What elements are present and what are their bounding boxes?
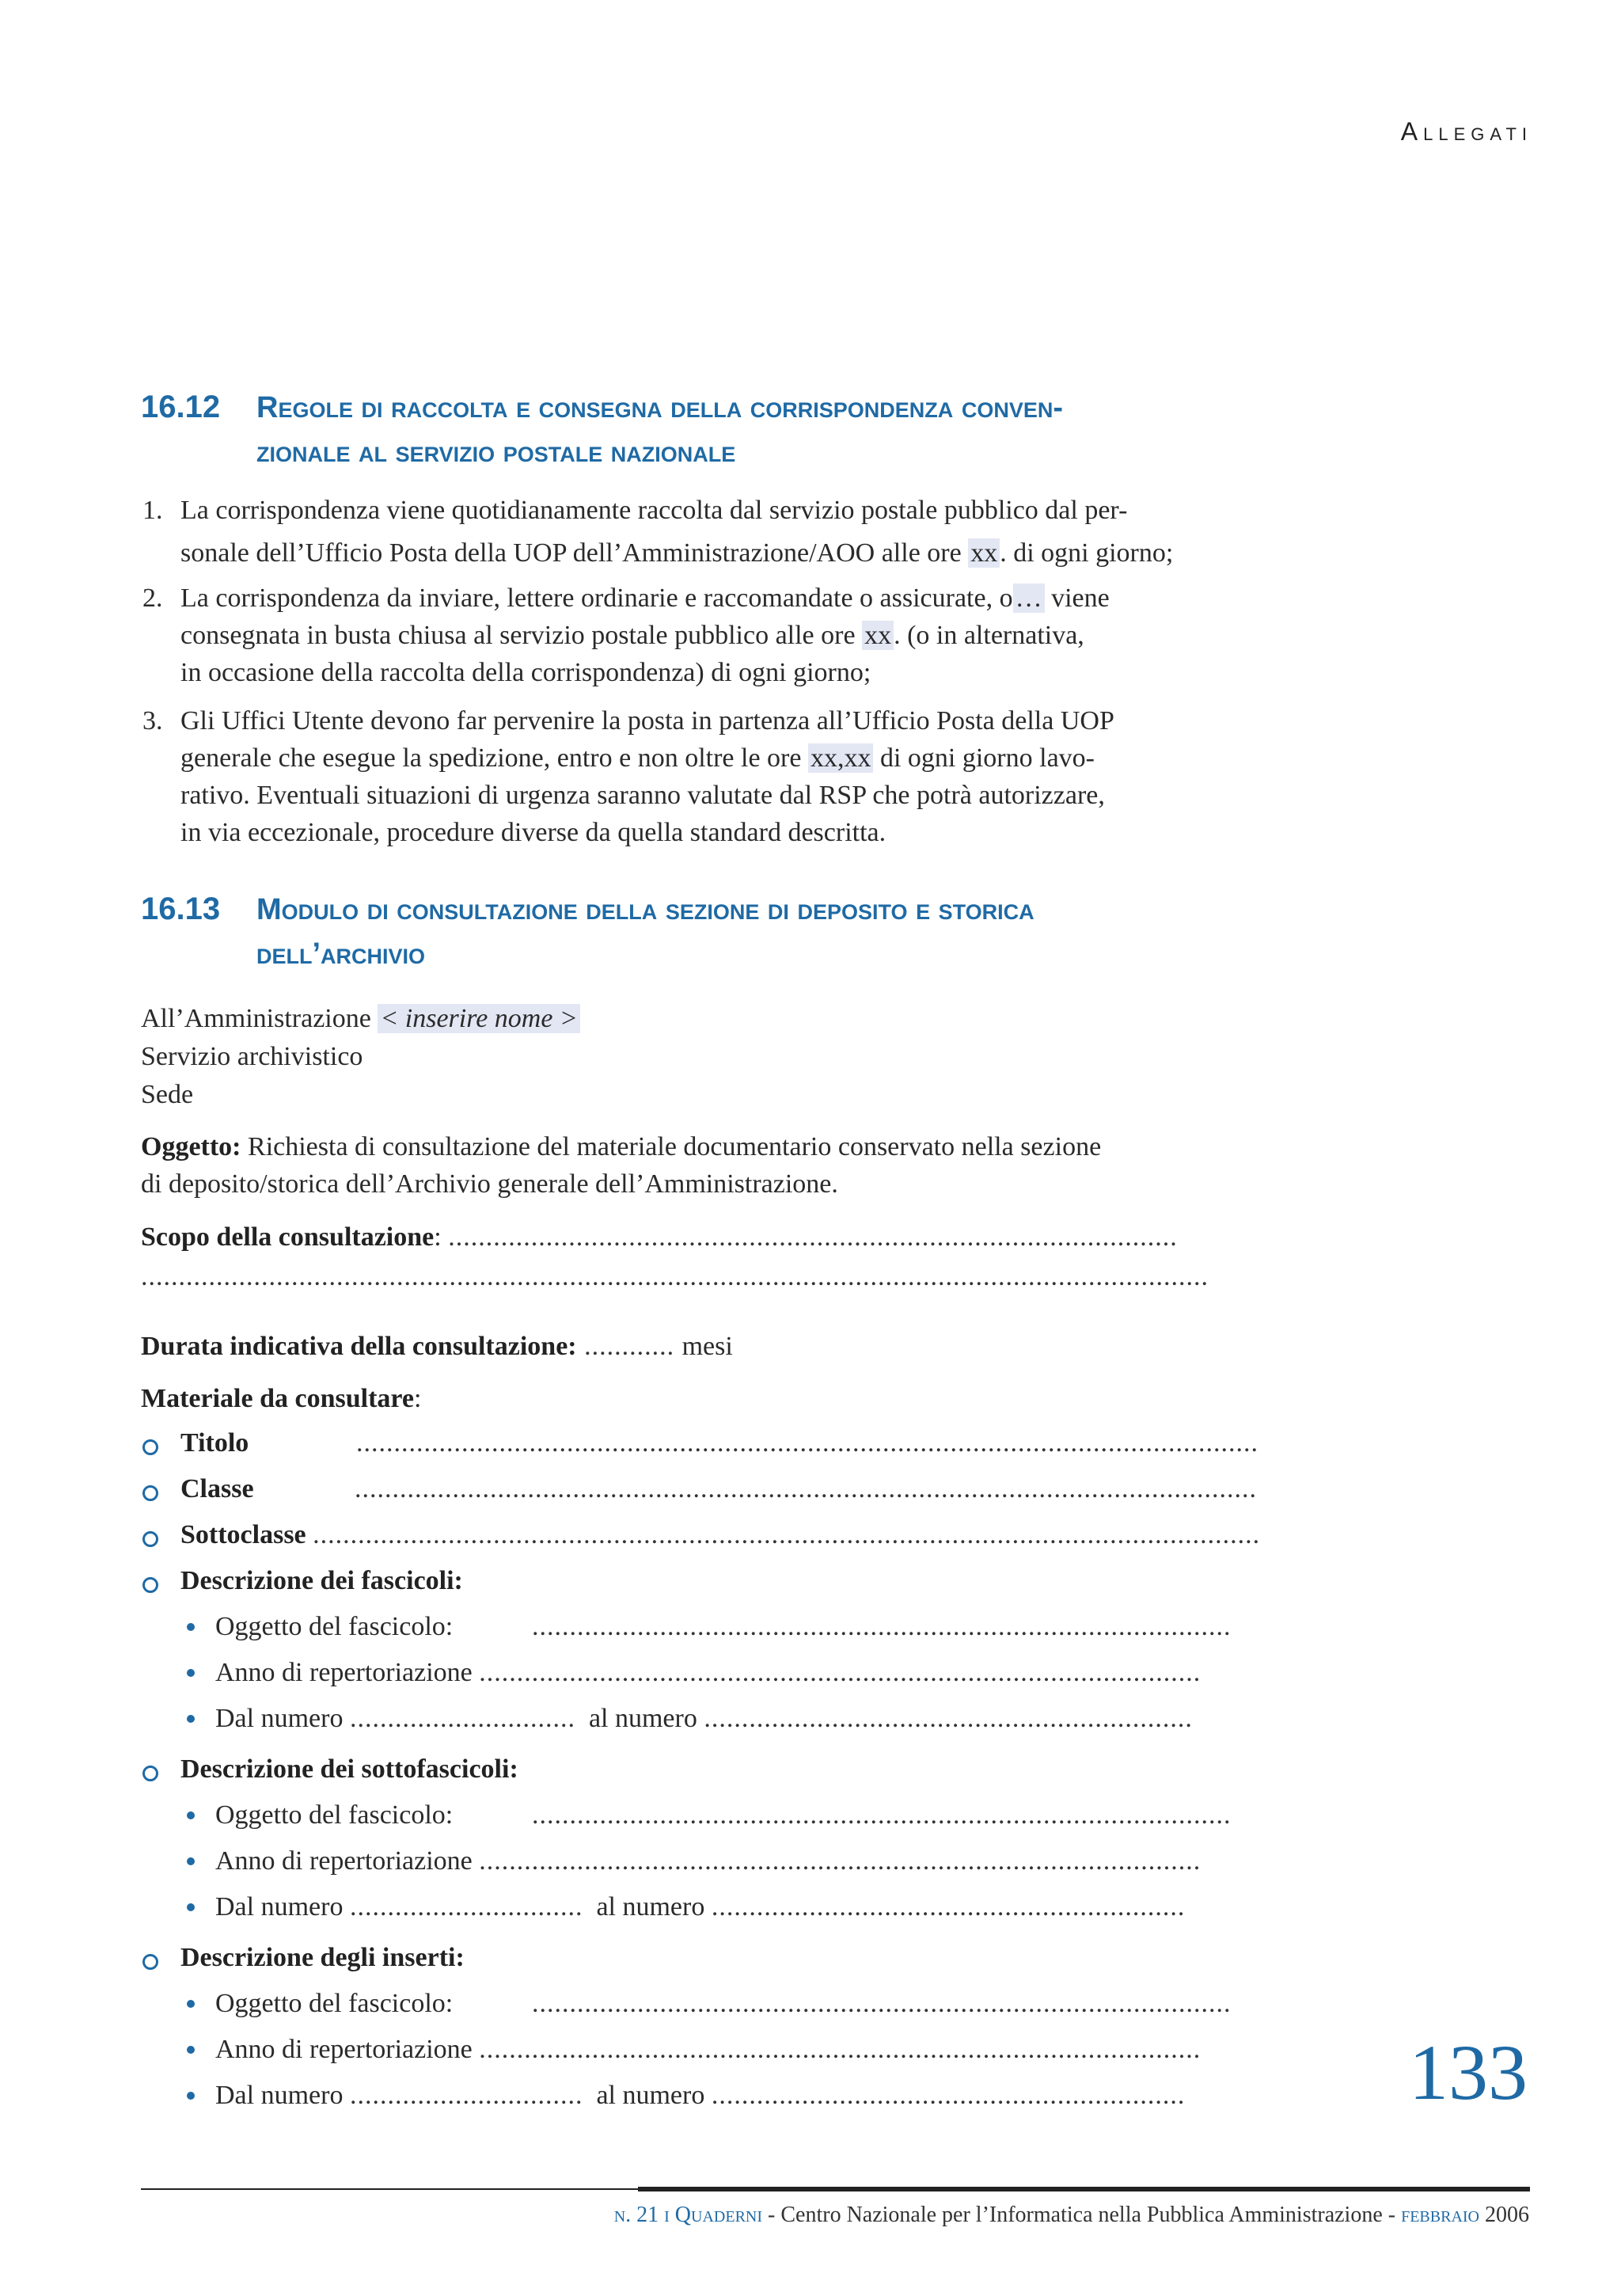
anno-field [215, 1655, 1201, 1691]
list-item-text [180, 580, 1110, 617]
page-number: 133 [1409, 2028, 1528, 2116]
circle-bullet-icon [142, 1766, 158, 1781]
oggetto-line [141, 1129, 1101, 1165]
placeholder-highlight: xx,xx [808, 743, 874, 773]
footer-issue: n. 21 i Quaderni [613, 2203, 763, 2227]
bullet-icon [187, 2092, 195, 2100]
footer [614, 2203, 1529, 2228]
list-item-text [180, 618, 1084, 654]
text-run: La corrispondenza da inviare, lettere ordinarie e raccomandate o assicurate, o [180, 584, 1013, 613]
anno-field [215, 2032, 1201, 2068]
section-title-line1: Regole di raccolta e consegna della corrispondenza conven- [256, 391, 1064, 424]
fill-in-dots: ............ [576, 1332, 682, 1361]
sottoclasse-field [180, 1517, 1260, 1553]
text-run: sonale dell’Ufficio Posta della UOP dell’Amministrazione/AOO alle ore [180, 538, 969, 568]
section-16-13-heading [141, 887, 1034, 976]
durata-unit: mesi [681, 1332, 733, 1361]
placeholder-highlight: < inserire nome > [378, 1004, 580, 1033]
address-line [141, 1001, 580, 1037]
durata-label: Durata indicativa della consultazione: [141, 1332, 577, 1361]
field-label: Dal numero [215, 1704, 344, 1733]
scopo-label: Scopo della consultazione [141, 1222, 435, 1252]
section-title-line2: zionale al servizio postale nazionale [256, 435, 736, 469]
fill-in-dots: ............................... [349, 1892, 583, 1922]
group-heading: Descrizione dei fascicoli: [180, 1566, 463, 1595]
section-title-line2: dell’archivio [256, 937, 426, 971]
list-item-text: in occasione della raccolta della corrispondenza) di ogni giorno; [180, 658, 871, 687]
field-label: Oggetto del fascicolo: [215, 1800, 454, 1830]
fill-in-dots: ................................................................................................. [448, 1222, 1178, 1252]
fill-in-dots: ............................................................... [711, 2081, 1186, 2110]
list-item-text [180, 535, 1173, 572]
fill-in-dots: .............................. [349, 1704, 575, 1733]
fill-in-dots: ........................................................................................................................ [355, 1474, 1257, 1503]
fill-in-dots: ................................................................................................ [479, 1658, 1202, 1687]
bullet-icon [187, 2046, 195, 2054]
classe-field [180, 1471, 1257, 1507]
text-run: generale che esegue la spedizione, entro e non oltre le ore [180, 743, 808, 773]
text-run: All’Amministrazione [141, 1004, 378, 1033]
placeholder-highlight: … [1013, 584, 1045, 613]
dal-numero-field [215, 1701, 1193, 1737]
fill-in-dots: ........................................................................................................................ [356, 1428, 1258, 1458]
footer-publisher: Centro Nazionale per l’Informatica nella Pubblica Amministrazione [780, 2203, 1383, 2227]
oggetto-label: Oggetto: [141, 1132, 241, 1161]
text-run: viene [1044, 584, 1110, 613]
list-item-number: 1. [142, 496, 163, 525]
field-label: Titolo [180, 1428, 249, 1458]
bullet-icon [187, 1669, 195, 1677]
section-number: 16.13 [141, 891, 221, 926]
fill-in-dots: ............................... [349, 2081, 583, 2110]
anno-field [215, 1843, 1201, 1880]
list-item-number: 2. [142, 584, 163, 613]
circle-bullet-icon [142, 1531, 158, 1547]
list-item-text: in via eccezionale, procedure diverse da quella standard descritta. [180, 818, 886, 847]
fill-in-dots: ............................................................... [711, 1892, 1186, 1922]
bullet-icon [187, 2000, 195, 2008]
bullet-icon [187, 1715, 195, 1723]
section-title-line1: Modulo di consultazione della sezione di deposito e storica [256, 893, 1034, 926]
field-label: Sottoclasse [180, 1520, 306, 1549]
fill-in-dots: ................................................................................................ [479, 1846, 1202, 1876]
text-run: : [413, 1384, 422, 1413]
fill-in-dots: ................................................................................................ [479, 2035, 1202, 2064]
placeholder-highlight: xx [968, 538, 1000, 568]
dal-numero-field [215, 1889, 1185, 1925]
text-run: . di ogni giorno; [1000, 538, 1174, 568]
text-run: Richiesta di consultazione del materiale documentario conservato nella sezione [241, 1132, 1102, 1161]
fill-in-dots: .............................................................................................................................. [313, 1520, 1261, 1549]
fill-in-dots: .............................................................................................................................................. [141, 1262, 1209, 1291]
circle-bullet-icon [142, 1577, 158, 1593]
address-line: Servizio archivistico [141, 1042, 363, 1071]
bullet-icon [187, 1857, 195, 1865]
fill-in-dots [141, 1259, 1209, 1295]
bullet-icon [187, 1903, 195, 1911]
text-run: di ogni giorno lavo- [873, 743, 1095, 773]
durata-field [141, 1329, 733, 1365]
field-label: Anno di repertoriazione [215, 1658, 473, 1687]
field-label: al numero [596, 1892, 705, 1922]
field-label: Classe [180, 1474, 254, 1503]
oggetto-fascicolo-field [215, 1609, 1232, 1645]
running-header: Allegati [1400, 117, 1532, 146]
list-item-text: La corrispondenza viene quotidianamente raccolta dal servizio postale pubblico dal per- [180, 496, 1128, 525]
footer-month: febbraio [1401, 2203, 1479, 2227]
field-label: Anno di repertoriazione [215, 1846, 473, 1876]
group-heading: Descrizione dei sottofascicoli: [180, 1754, 518, 1784]
group-heading: Descrizione degli inserti: [180, 1943, 465, 1972]
text-run: consegnata in busta chiusa al servizio postale pubblico alle ore [180, 621, 863, 650]
address-line: Sede [141, 1080, 194, 1109]
dal-numero-field [215, 2077, 1185, 2114]
fill-in-dots: ............................................................................................. [532, 1800, 1232, 1830]
list-item-text: rativo. Eventuali situazioni di urgenza saranno valutate dal RSP che potrà autorizzare, [180, 781, 1105, 810]
section-number: 16.12 [141, 390, 221, 424]
placeholder-highlight: xx [862, 621, 894, 650]
footer-rule-thick [638, 2187, 1530, 2191]
section-16-12-heading [141, 385, 1063, 474]
list-item-number: 3. [142, 706, 163, 736]
titolo-field [180, 1425, 1258, 1462]
fill-in-dots: ............................................................................................. [532, 1612, 1232, 1641]
oggetto-fascicolo-field [215, 1986, 1232, 2022]
list-item-text: Gli Uffici Utente devono far pervenire la posta in partenza all’Ufficio Posta della UOP [180, 706, 1114, 736]
field-label: Dal numero [215, 2081, 344, 2110]
field-label: Dal numero [215, 1892, 344, 1922]
field-label: Oggetto del fascicolo: [215, 1612, 454, 1641]
text-run: : [434, 1222, 449, 1252]
circle-bullet-icon [142, 1485, 158, 1501]
text-run: . (o in alternativa, [894, 621, 1084, 650]
circle-bullet-icon [142, 1439, 158, 1455]
text-run: - [762, 2203, 781, 2227]
oggetto-fascicolo-field [215, 1797, 1232, 1834]
list-item-text [180, 740, 1095, 777]
materiale-label: Materiale da consultare [141, 1384, 414, 1413]
field-label: al numero [596, 2081, 705, 2110]
fill-in-dots: ............................................................................................. [532, 1989, 1232, 2018]
field-label: Oggetto del fascicolo: [215, 1989, 454, 2018]
materiale-heading [141, 1381, 421, 1417]
scopo-field [141, 1219, 1178, 1256]
footer-year: 2006 [1479, 2203, 1529, 2227]
field-label: Anno di repertoriazione [215, 2035, 473, 2064]
circle-bullet-icon [142, 1954, 158, 1970]
bullet-icon [187, 1623, 195, 1631]
text-run: - [1382, 2203, 1402, 2227]
fill-in-dots: ................................................................. [704, 1704, 1193, 1733]
bullet-icon [187, 1811, 195, 1819]
field-label: al numero [588, 1704, 697, 1733]
oggetto-line: di deposito/storica dell’Archivio generale dell’Amministrazione. [141, 1169, 838, 1199]
